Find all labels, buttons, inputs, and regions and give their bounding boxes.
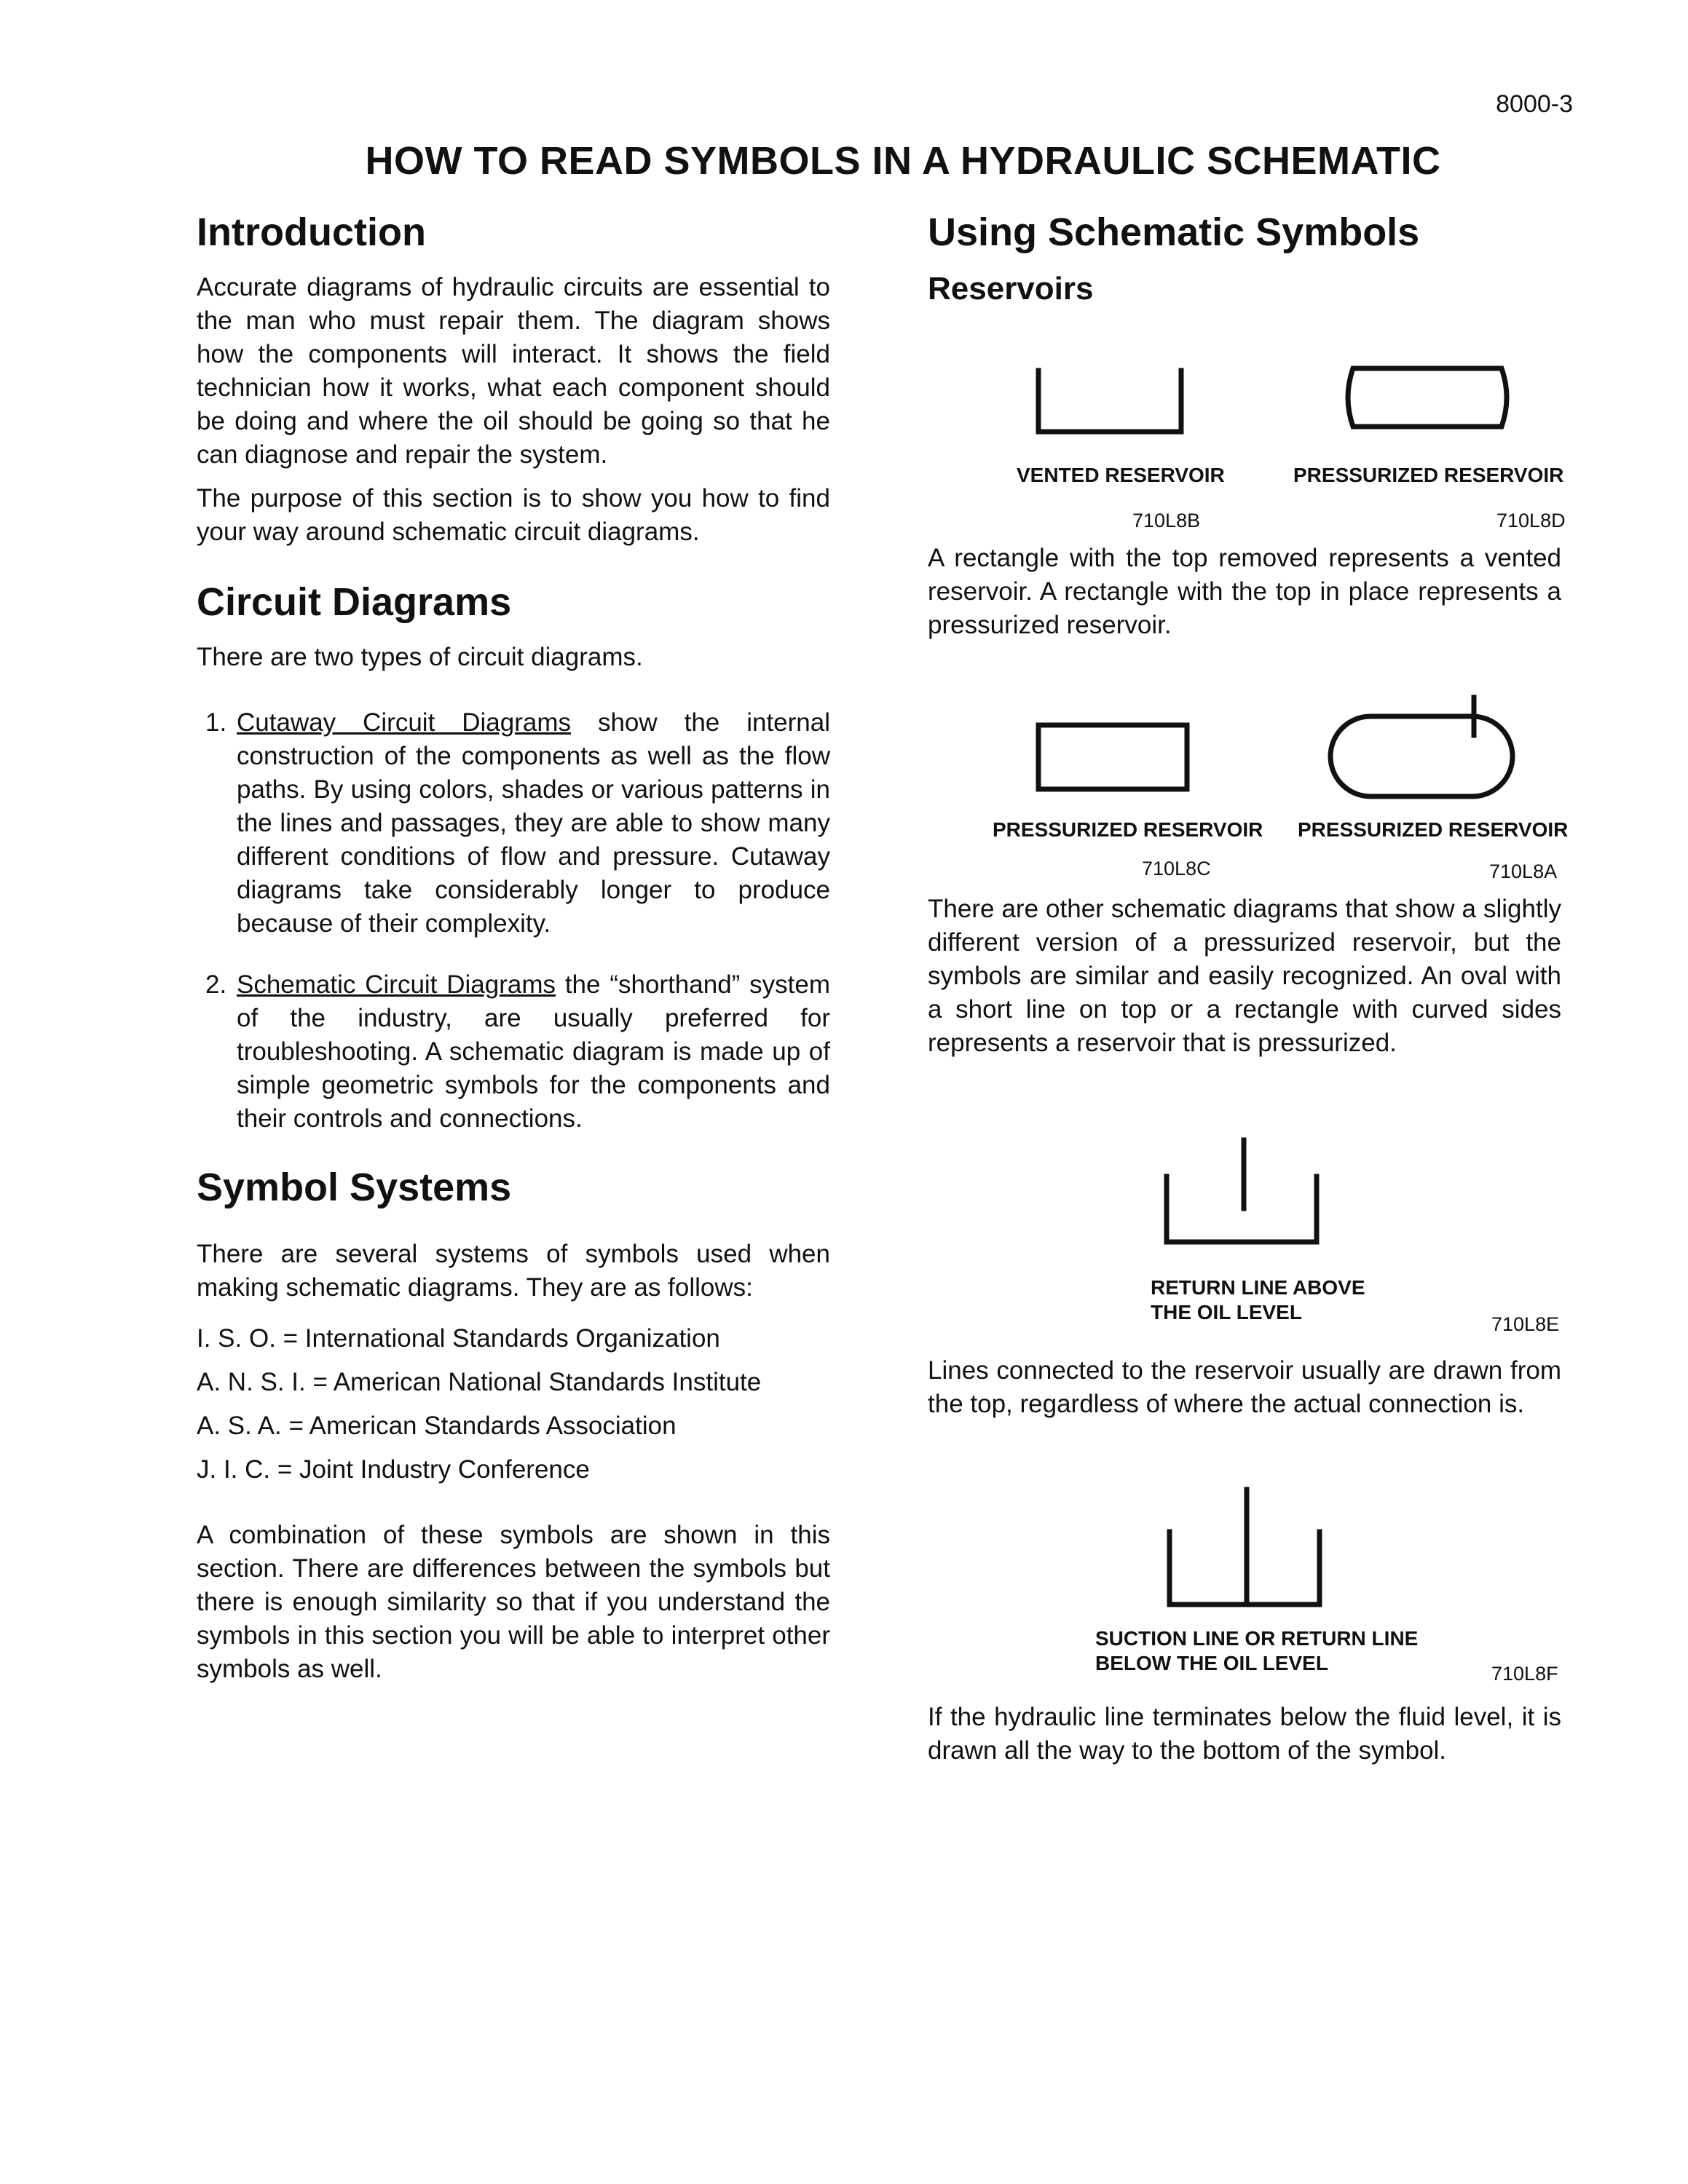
symbol-systems-heading: Symbol Systems	[197, 1166, 512, 1209]
list-item-number: 1.	[205, 708, 227, 737]
symbol-systems-closing: A combination of these symbols are shown in this section. There are differences between the symbols but there is enough similarity so that if you understand the symbols in this section you will be able to interpret other symbols as well.	[197, 1521, 830, 1683]
suction-line-caption-line-2: BELOW THE OIL LEVEL	[1095, 1652, 1328, 1674]
pressurized-reservoir-caption: PRESSURIZED RESERVOIR	[1298, 818, 1569, 841]
return-line-caption-line-1: RETURN LINE ABOVE	[1151, 1276, 1365, 1299]
introduction-heading: Introduction	[197, 210, 426, 254]
reservoirs-text-1: A rectangle with the top removed represents a vented reservoir. A rectangle with the top in place represents a pressurized reservoir.	[928, 544, 1561, 639]
suction-line-caption-line-1: SUCTION LINE OR RETURN LINE	[1095, 1627, 1419, 1650]
reservoirs-text-4: If the hydraulic line terminates below the fluid level, it is drawn all the way to the bottom of the symbol.	[928, 1703, 1561, 1765]
list-item-schematic	[237, 968, 830, 1136]
suction-line-caption	[1095, 1626, 1418, 1676]
reservoirs-text-2: There are other schematic diagrams that show a slightly different version of a pressurized reservoir, but the symbols are similar and easily recognized. An oval with a short line on top or a rectangle with curved sides represents a reservoir that is pressurized.	[928, 895, 1561, 1057]
page-title: HOW TO READ SYMBOLS IN A HYDRAULIC SCHEMATIC	[365, 139, 1441, 183]
standard-iso: I. S. O. = International Standards Organization	[197, 1324, 720, 1353]
figure-code: 710L8A	[1489, 860, 1558, 882]
pressurized-reservoir-oval-symbol	[1320, 695, 1531, 818]
suction-line-below-oil-symbol	[1165, 1485, 1333, 1616]
cutaway-description: show the internal construction of the components as well as the flow paths. By using colors, shades or various patterns in the lines and passages, they are able to show many different conditions of flow and pressure. Cutaway diagrams take considerably longer to produce because of their complexity.	[237, 708, 830, 938]
standard-jic: J. I. C. = Joint Industry Conference	[197, 1455, 590, 1484]
pressurized-reservoir-curved-symbol	[1340, 363, 1515, 435]
schematic-description: the “shorthand” system of the industry, are usually preferred for troubleshooting. A schematic diagram is made up of simple geometric symbols for the components and their controls and connections.	[237, 970, 830, 1133]
reservoirs-text-3: Lines connected to the reservoir usually are drawn from the top, regardless of where the actual connection is.	[928, 1356, 1561, 1418]
figure-code: 710L8C	[1142, 858, 1211, 879]
figure-code: 710L8D	[1496, 510, 1566, 531]
standard-asa: A. S. A. = American Standards Association	[197, 1412, 677, 1440]
pressurized-reservoir-caption: PRESSURIZED RESERVOIR	[993, 818, 1263, 841]
vented-reservoir-caption: VENTED RESERVOIR	[1017, 464, 1225, 486]
return-line-caption-line-2: THE OIL LEVEL	[1151, 1301, 1302, 1324]
cutaway-term: Cutaway Circuit Diagrams	[237, 708, 571, 737]
return-line-above-oil-symbol	[1162, 1136, 1330, 1252]
return-line-caption	[1151, 1275, 1365, 1325]
pressurized-reservoir-rect-symbol	[1034, 721, 1194, 801]
symbol-systems-intro: There are several systems of symbols used when making schematic diagrams. They are as follows:	[197, 1240, 830, 1302]
list-item-cutaway	[237, 706, 830, 941]
using-schematic-symbols-heading: Using Schematic Symbols	[928, 210, 1420, 254]
list-item-number: 2.	[205, 970, 227, 999]
figure-code: 710L8E	[1491, 1313, 1560, 1335]
introduction-paragraph-2: The purpose of this section is to show you how to find your way around schematic circuit diagrams.	[197, 484, 830, 546]
page-number: 8000-3	[1496, 90, 1573, 118]
figure-code: 710L8B	[1132, 510, 1201, 531]
pressurized-reservoir-caption: PRESSURIZED RESERVOIR	[1293, 464, 1564, 486]
circuit-diagrams-heading: Circuit Diagrams	[197, 580, 512, 624]
introduction-paragraph-1: Accurate diagrams of hydraulic circuits are essential to the man who must repair them. The diagram shows how the components will interact. It shows the field technician how it works, what each component should be doing and where the oil should be going so that he can diagnose and repair the system.	[197, 273, 830, 469]
reservoirs-heading: Reservoirs	[928, 271, 1094, 306]
schematic-term: Schematic Circuit Diagrams	[237, 970, 556, 999]
figure-code: 710L8F	[1491, 1663, 1558, 1685]
vented-reservoir-symbol	[1034, 368, 1194, 440]
standard-ansi: A. N. S. I. = American National Standards Institute	[197, 1368, 762, 1396]
circuit-diagrams-intro: There are two types of circuit diagrams.	[197, 643, 643, 671]
